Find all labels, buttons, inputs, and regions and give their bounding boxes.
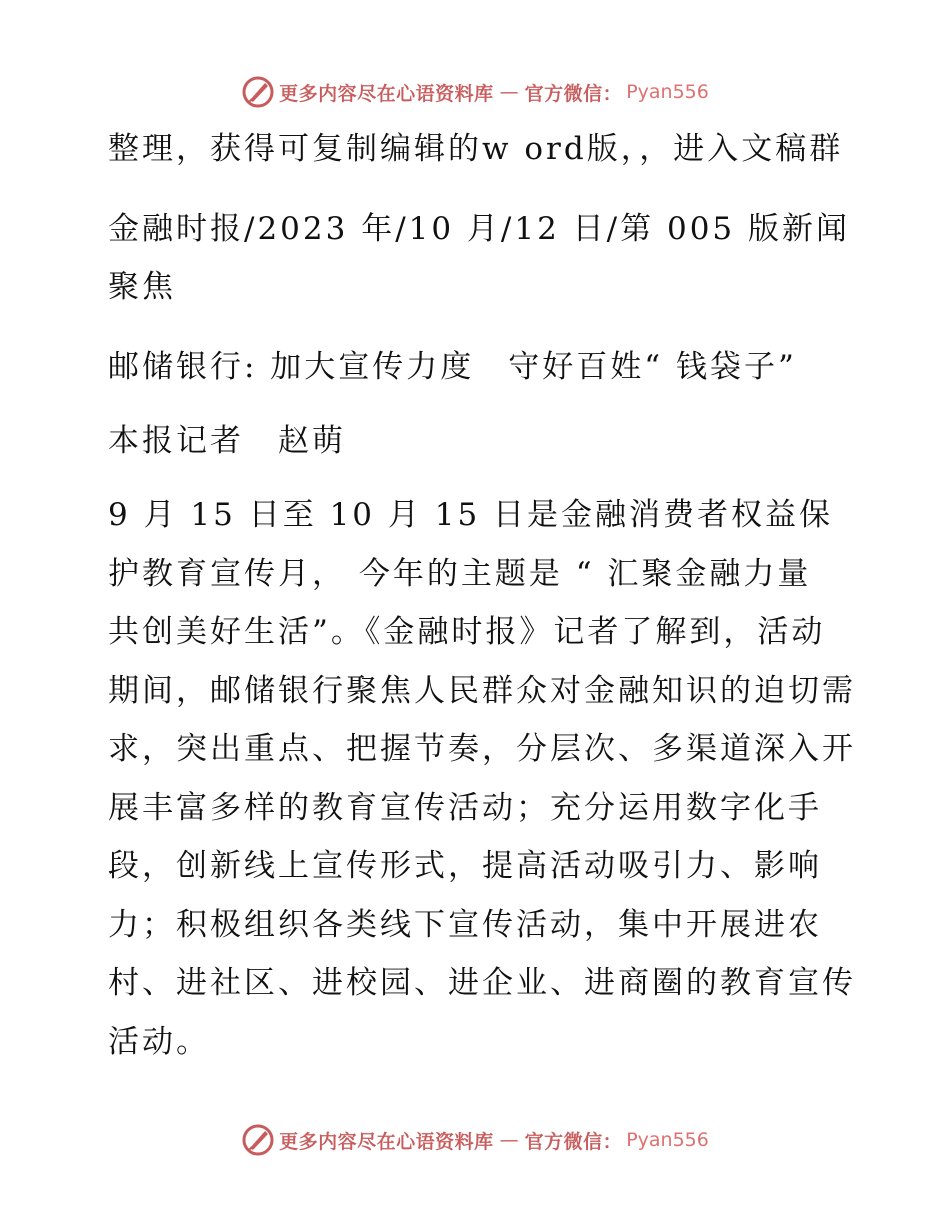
footer-banner	[0, 1120, 950, 1160]
article-headline: 邮储银行: 加大宣传力度 守好百姓“ 钱袋子”	[108, 349, 797, 385]
banner-inner-bottom	[241, 1123, 709, 1157]
banner-inner	[241, 75, 709, 109]
banner-contact-label: 官方微信：	[524, 82, 623, 105]
banner-separator: —	[499, 1129, 519, 1151]
banner-contact-id: Pyan556	[626, 81, 709, 103]
quill-logo-icon	[241, 1123, 275, 1157]
document-content	[98, 120, 858, 1071]
banner-contact-label: 官方微信：	[524, 1130, 623, 1153]
quill-logo-icon	[241, 75, 275, 109]
banner-brand-text: 更多内容尽在心语资料库	[279, 82, 494, 105]
header-banner	[0, 72, 950, 112]
source-line: 金融时报/2023 年/10 月/12 日/第 005 版新闻聚焦	[108, 211, 851, 305]
intro-paragraph: 整理，获得可复制编辑的w ord版，，进入文稿群	[108, 131, 844, 167]
banner-separator: —	[499, 81, 519, 103]
article-byline: 本报记者 赵萌	[108, 423, 346, 459]
banner-brand-text: 更多内容尽在心语资料库	[279, 1130, 494, 1153]
article-body: 9 月 15 日至 10 月 15 日是金融消费者权益保护教育宣传月， 今年的主题是 “ 汇聚金融力量 共创美好生活”。《金融时报》记者了解到，活动期间，邮储银行聚焦人民群众对金融知识的迫切需求，突出重点、把握节奏，分层次、多渠道深入开展丰富多样的教育宣传活动；充分运用数字化手段，创新线上宣传形式，提高活动吸引力、影响力；积极组织各类线下宣传活动，集中开展进农村、进社区、进校园、进企业、进商圈的教育宣传活动。	[108, 497, 856, 1060]
banner-contact-id: Pyan556	[626, 1129, 709, 1151]
